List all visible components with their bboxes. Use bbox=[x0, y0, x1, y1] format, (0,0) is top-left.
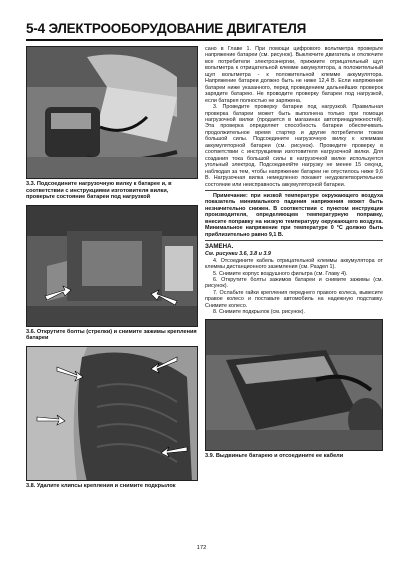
battery-removal-illustration bbox=[206, 320, 383, 451]
right-column bbox=[205, 46, 383, 459]
page-header bbox=[26, 21, 383, 41]
see-figures-reference: См. рисунки 3.6, 3.8 и 3.9 bbox=[205, 251, 271, 258]
figure-3-3-caption: 3.3. Подсоедините нагрузочную вилку к батарее и, в соответствии с инструкциями изготовителя вилки, проверьте состояние батареи под нагрузкой bbox=[26, 181, 172, 201]
note-text: Примечание: при низкой температуре окружающего воздуха показатель минимального падения напряжения может быть незначительно снижен. В соответствии с пунктом инструкции производителя, определяющем температурную поправку, внесите поправку на низкую температуру окружающего воздуха. Минимальное напряжение при температуре 0 °С должно быть приблизительно равно 9,1 В. bbox=[205, 192, 383, 238]
paragraph-load-test: 3. Проведите проверку батареи под нагрузкой. Правильная проверка батареи может быть выполнена только при помощи нагрузочной вилки (продается в магазинах автопринадлежностей). Эта проверка определяет способность батареи обеспечивать продолжительное время стартер и другие потребители током большой силы. Подсоедините нагрузочную вилку к клеммам аккумуляторной батареи (см. рисунок). Проведите проверку в соответствии с инструкциями изготовителя нагрузочной вилки. Для создания тока большой силы в нагрузочной вилке используется угольный электрод. Подсоединяйте нагрузку не менее 15 секунд, наблюдая за тем, чтобы напряжение батареи не опустилось ниже 9,6 В. Нагрузочная вилка немедленно покажет неудовлетворительное состояние или неисправность аккумуляторной батареи. bbox=[205, 104, 383, 188]
figure-3-3-photo bbox=[26, 46, 198, 179]
step-8: 8. Снимите подкрылок (см. рисунок). bbox=[213, 309, 305, 316]
page-title: 5-4 ЭЛЕКТРООБОРУДОВАНИЕ ДВИГАТЕЛЯ bbox=[26, 21, 307, 36]
step-6: 6. Открутите болты зажимов батареи и снимите зажимы (см. рисунок). bbox=[205, 276, 383, 290]
load-tester-illustration bbox=[27, 47, 198, 179]
step-5: 5. Снимите корпус воздушного фильтра (см. Главу 4). bbox=[213, 270, 348, 277]
step-7: 7. Ослабьте гайки крепления переднего правого колеса, вывесите правое колесо и поставьте автомобиль на надежную подставку. Снимите колесо. bbox=[205, 289, 383, 309]
figure-3-8-caption: 3.8. Удалите клипсы крепления и снимите подкрылок bbox=[26, 482, 176, 489]
header-rule bbox=[26, 39, 383, 41]
figure-3-6-photo bbox=[26, 205, 198, 327]
left-column bbox=[26, 46, 198, 490]
section-heading-replacement: ЗАМЕНА. bbox=[205, 243, 234, 251]
fender-liner-illustration bbox=[27, 347, 198, 481]
step-4: 4. Отсоедините кабель отрицательной клеммы аккумулятора от клеммы дистанционного заземления (см. Раздел 1). bbox=[205, 257, 383, 271]
figure-3-8-photo bbox=[26, 346, 198, 481]
figure-3-6-caption: 3.6. Открутите болты (стрелки) и снимите зажимы крепления батареи bbox=[26, 328, 197, 342]
figure-3-9-photo bbox=[205, 319, 383, 451]
battery-clamps-illustration bbox=[27, 206, 198, 327]
page-number: 172 bbox=[196, 545, 207, 551]
figure-3-9-caption: 3.9. Выдвиньте батарею и отсоедините ее кабели bbox=[205, 452, 344, 459]
paragraph-voltage-check: сано в Главе 1. При помощи цифрового вольтметра проверьте напряжение батареи (см. рисунок). Выключите двигатель и отключите все потребители электроэнергии, прижмите отрицательный щуп вольтметра к отрицательной клемме аккумулятора, а положительный щуп вольтметра - к положительной клемме аккумулятора. Напряжение батареи должно быть не ниже 12,4 В. Если напряжение батареи ниже указанного, перед проведением дальнейших проверок зарядите батарею. Не проводите проверку батареи под нагрузкой, если батарея полностью не заряжена. bbox=[205, 46, 383, 104]
note-block bbox=[205, 190, 383, 241]
